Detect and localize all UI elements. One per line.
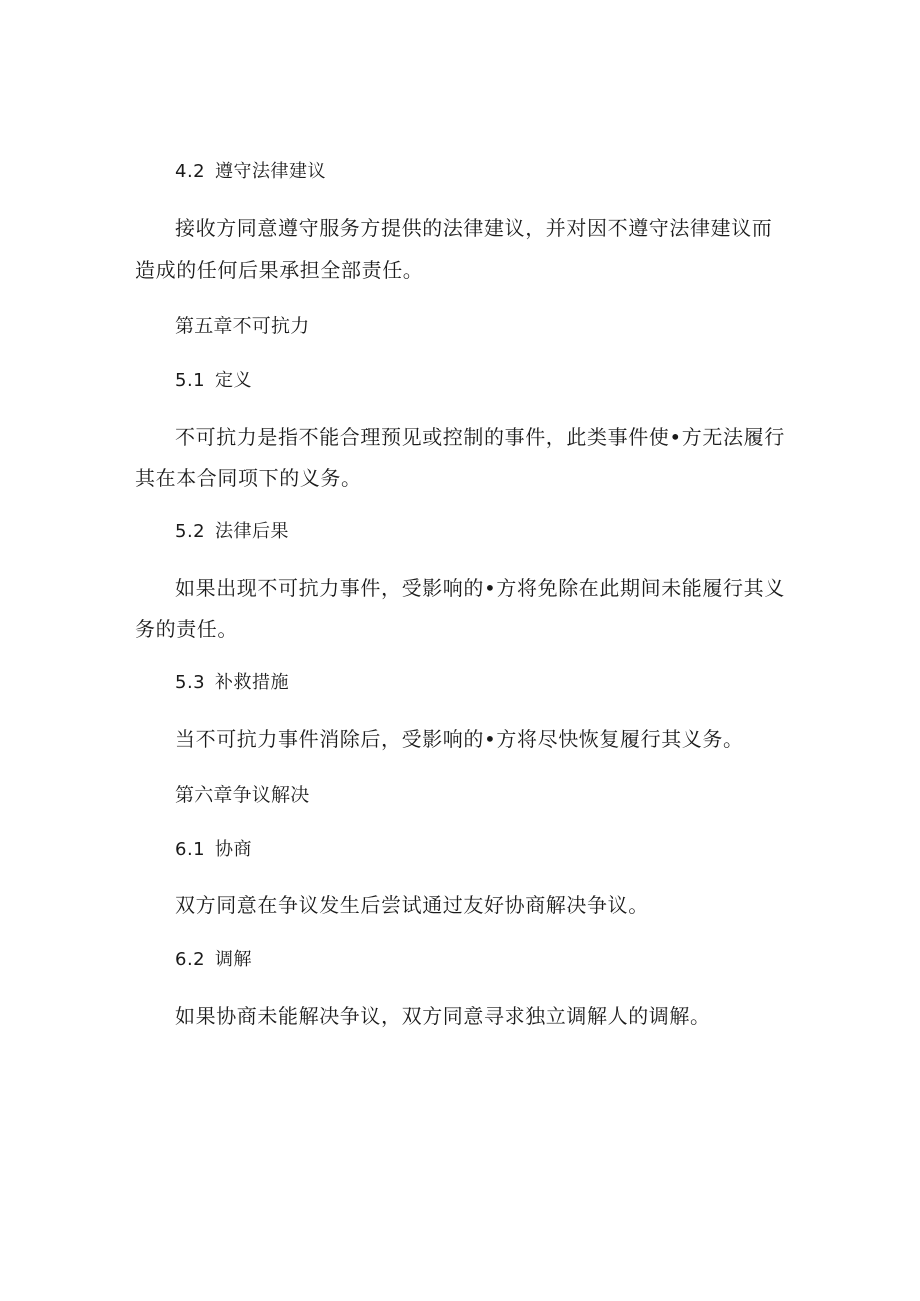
section-heading-6-2: [175, 948, 252, 972]
section-number: 4.2: [175, 161, 206, 182]
section-title: 补救措施: [215, 672, 289, 693]
paragraph-line: 其在本合同项下的义务。: [135, 466, 362, 490]
section-heading-6-1: [175, 838, 252, 862]
paragraph-line: 不可抗力是指不能合理预见或控制的事件，此类事件使•方无法履行: [175, 425, 785, 449]
paragraph-line: 如果出现不可抗力事件，受影响的•方将免除在此期间未能履行其义: [175, 576, 785, 600]
section-heading-5-2: [175, 520, 289, 544]
section-title: 法律后果: [215, 521, 289, 542]
section-number: 6.1: [175, 839, 206, 860]
paragraph-line: 如果协商未能解决争议，双方同意寻求独立调解人的调解。: [175, 1004, 711, 1028]
paragraph-line: 造成的任何后果承担全部责任。: [135, 258, 424, 282]
section-title: 定义: [215, 370, 252, 391]
section-number: 5.1: [175, 370, 206, 391]
section-title: 调解: [215, 949, 252, 970]
section-heading-5-1: [175, 369, 252, 393]
section-number: 6.2: [175, 949, 206, 970]
section-number: 5.3: [175, 672, 206, 693]
section-heading-5-3: [175, 671, 289, 695]
paragraph-line: 当不可抗力事件消除后，受影响的•方将尽快恢复履行其义务。: [175, 727, 744, 751]
section-title: 协商: [215, 839, 252, 860]
section-title: 遵守法律建议: [215, 161, 326, 182]
paragraph-line: 双方同意在争议发生后尝试通过友好协商解决争议。: [175, 893, 649, 917]
section-number: 5.2: [175, 521, 206, 542]
section-heading-4-2: [175, 160, 326, 184]
chapter-heading-6: 第六章争议解决: [175, 784, 310, 806]
paragraph-line: 接收方同意遵守服务方提供的法律建议，并对因不遵守法律建议而: [175, 216, 773, 240]
paragraph-line: 务的责任。: [135, 617, 238, 641]
chapter-heading-5: 第五章不可抗力: [175, 315, 310, 337]
